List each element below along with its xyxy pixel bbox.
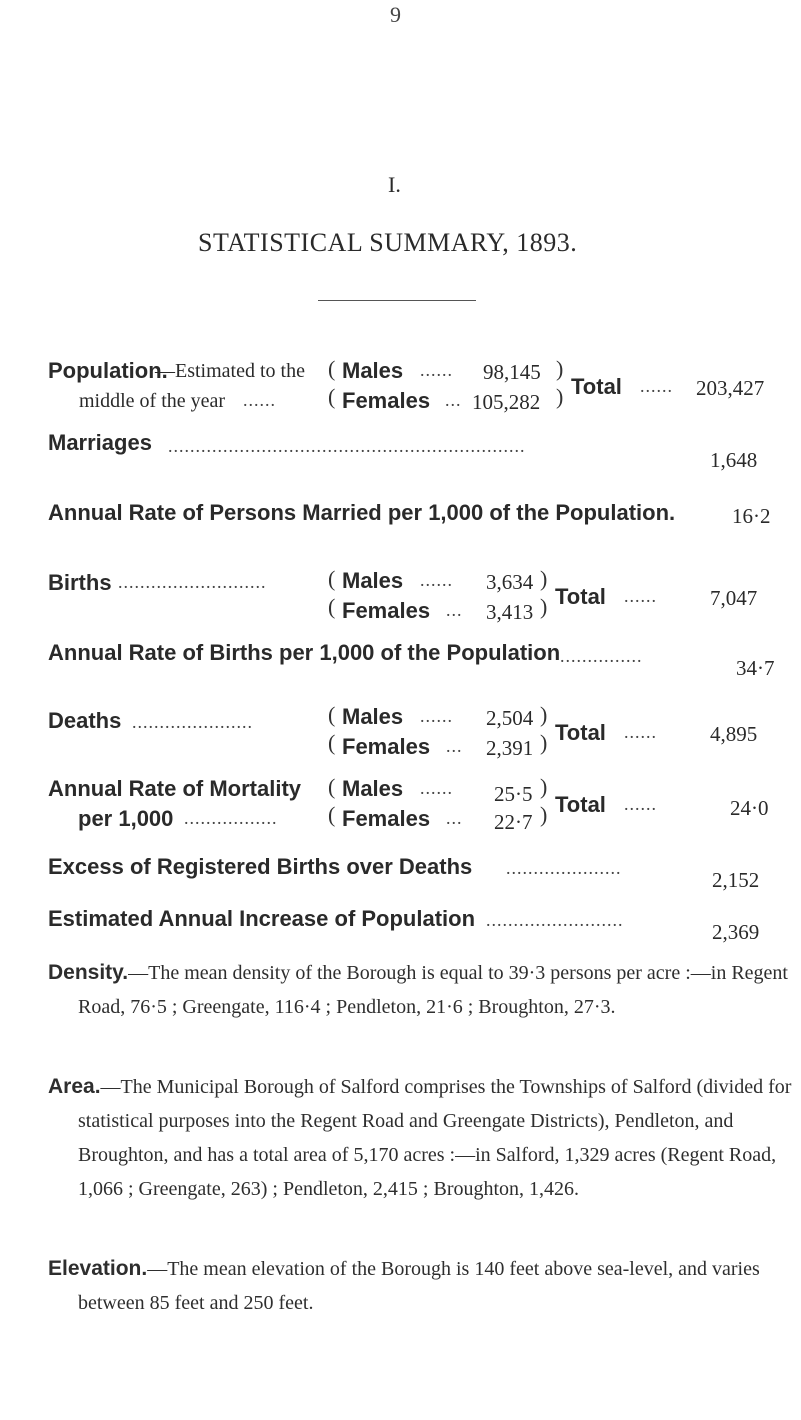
mortality-males-label: Males: [342, 776, 404, 801]
births-brace-left: (: [328, 566, 336, 591]
deaths-label: Deaths: [48, 708, 122, 733]
births-males-value: 3,634: [486, 570, 534, 594]
title-rule: [318, 300, 476, 301]
births-males-dots: ......: [420, 570, 453, 590]
mortality-brace-left-2: (: [328, 802, 336, 827]
population-males-label: Males: [342, 358, 404, 383]
mortality-females-label: Females: [342, 806, 431, 831]
population-brace-right: ): [556, 356, 564, 381]
births-total-label: Total: [555, 584, 606, 609]
mortality-males-value: 25·5: [494, 782, 533, 806]
deaths-total-value: 4,895: [710, 722, 758, 746]
area-paragraph: [48, 1070, 794, 1206]
population-total-value: 203,427: [696, 376, 765, 400]
excess-value: 2,152: [712, 868, 760, 892]
mortality-label-1: Annual Rate of Mortality: [48, 776, 302, 801]
density-paragraph: [48, 956, 794, 1024]
elevation-text: —The mean elevation of the Borough is 140 feet above sea-level, and varies between 85 feet and 250 feet.: [78, 1258, 760, 1314]
density-lead: Density.: [48, 961, 129, 984]
elevation-lead: Elevation.: [48, 1257, 148, 1280]
mortality-total-dots: ......: [624, 794, 657, 814]
births-label: Births: [48, 570, 112, 595]
increase-value: 2,369: [712, 920, 760, 944]
population-total-label: Total: [571, 374, 622, 399]
population-desc-2: middle of the year: [79, 390, 226, 412]
deaths-brace-right-2: ): [540, 730, 548, 755]
mortality-brace-right-2: ): [540, 802, 548, 827]
deaths-males-label: Males: [342, 704, 404, 729]
deaths-dots: ......................: [132, 712, 253, 732]
births-females-dots: ...: [446, 600, 463, 620]
population-males-dots: ......: [420, 360, 453, 380]
population-females-dots: ...: [445, 390, 462, 410]
population-brace-left-2: (: [328, 384, 336, 409]
births-males-label: Males: [342, 568, 404, 593]
increase-label: Estimated Annual Increase of Population: [48, 906, 476, 931]
population-brace-left: (: [328, 356, 336, 381]
population-males-value: 98,145: [483, 360, 541, 384]
mortality-females-value: 22·7: [494, 810, 533, 834]
section-number: I.: [388, 172, 401, 197]
mortality-brace-left: (: [328, 774, 336, 799]
births-brace-right: ): [540, 566, 548, 591]
deaths-females-label: Females: [342, 734, 431, 759]
births-brace-left-2: (: [328, 594, 336, 619]
population-desc-1: —Estimated to the: [155, 360, 305, 382]
births-total-value: 7,047: [710, 586, 758, 610]
mortality-label-dots: .................: [184, 808, 278, 828]
mortality-label-2: per 1,000: [78, 806, 174, 831]
marriages-dots: .................................................................: [168, 436, 526, 456]
deaths-males-value: 2,504: [486, 706, 534, 730]
deaths-brace-right: ): [540, 702, 548, 727]
deaths-females-value: 2,391: [486, 736, 534, 760]
area-lead: Area.: [48, 1075, 101, 1098]
marriages-label: Marriages: [48, 430, 152, 455]
mortality-total-value: 24·0: [730, 796, 769, 820]
population-females-label: Females: [342, 388, 431, 413]
mortality-total-label: Total: [555, 792, 606, 817]
page-title: STATISTICAL SUMMARY, 1893.: [198, 228, 578, 257]
population-females-value: 105,282: [472, 390, 541, 414]
births-brace-right-2: ): [540, 594, 548, 619]
elevation-paragraph: [48, 1252, 794, 1320]
deaths-total-dots: ......: [624, 722, 657, 742]
population-total-dots: ......: [640, 376, 673, 396]
population-label: Population.: [48, 358, 168, 383]
births-females-value: 3,413: [486, 600, 534, 624]
deaths-total-label: Total: [555, 720, 606, 745]
increase-dots: .........................: [486, 910, 624, 930]
excess-dots: .....................: [506, 858, 622, 878]
marriage-rate-label: Annual Rate of Persons Married per 1,000 of the Population.: [48, 500, 676, 525]
deaths-brace-left-2: (: [328, 730, 336, 755]
births-total-dots: ......: [624, 586, 657, 606]
mortality-females-dots: ...: [446, 808, 463, 828]
birth-rate-dots: ...............: [560, 646, 643, 666]
density-text: —The mean density of the Borough is equal to 39·3 persons per acre :—in Regent Road, 76·5 ; Greengate, 116·4 ; Pendleton, 21·6 ; Broughton, 27·3.: [78, 962, 788, 1018]
deaths-males-dots: ......: [420, 706, 453, 726]
births-dots: ...........................: [118, 572, 267, 592]
deaths-females-dots: ...: [446, 736, 463, 756]
mortality-males-dots: ......: [420, 778, 453, 798]
deaths-brace-left: (: [328, 702, 336, 727]
area-text: —The Municipal Borough of Salford comprises the Townships of Salford (divided for statistical purposes into the Regent Road and Greengate Districts), Pendleton, and Broughton, and has a total area of 5,170 acres :—in Salford, 1,329 acres (Regent Road, 1,066 ; Greengate, 263) ; Pendleton, 2,415 ; Broughton, 1,426.: [78, 1076, 792, 1200]
births-females-label: Females: [342, 598, 431, 623]
marriages-value: 1,648: [710, 448, 758, 472]
birth-rate-label: Annual Rate of Births per 1,000 of the Population: [48, 640, 561, 665]
marriage-rate-value: 16·2: [732, 504, 771, 528]
excess-label: Excess of Registered Births over Deaths: [48, 854, 473, 879]
page-number: 9: [390, 2, 401, 27]
population-brace-right-2: ): [556, 384, 564, 409]
population-desc-dots: ......: [243, 390, 276, 410]
mortality-brace-right: ): [540, 774, 548, 799]
birth-rate-value: 34·7: [736, 656, 775, 680]
